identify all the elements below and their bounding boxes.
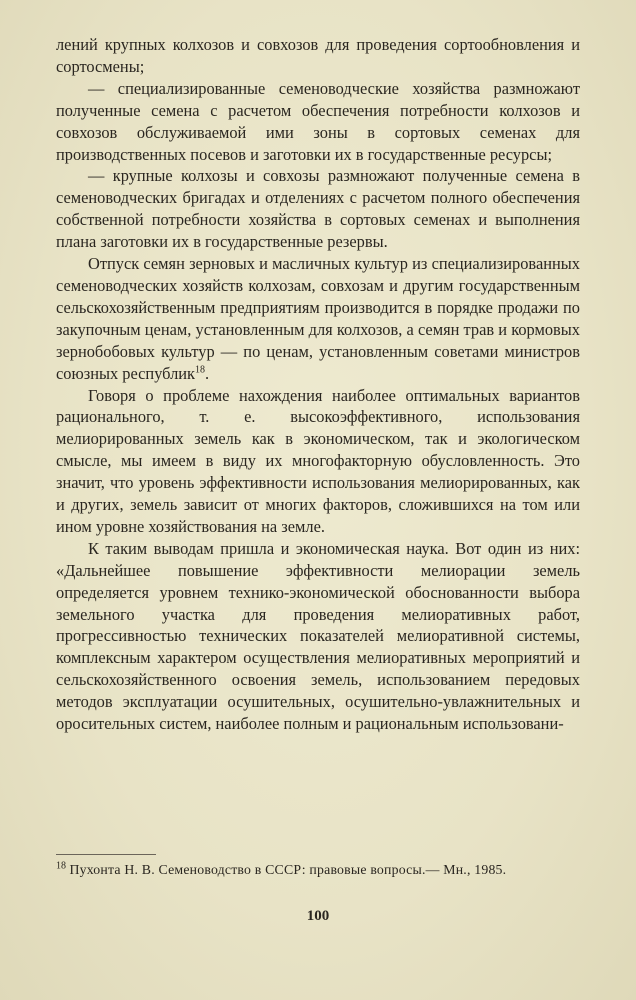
page-number: 100	[306, 908, 330, 924]
footnote	[56, 861, 580, 879]
paragraph: — специализированные семеноводческие хозяйства размножают полученные семена с расчетом обеспечения потребности колхозов и совхозов обслуживаемой ими зоны в сортовых семенах для производственных посевов и заготовки их в государственные ресурсы;	[56, 78, 580, 164]
paragraph: Говоря о проблеме нахождения наиболее оптимальных вариантов рационального, т. е. высокоэффективного, использования мелиорированных земель как в экономическом, так и экологическом смысле, мы имеем в виду их многофакторную обусловленность. Это значит, что уровень эффективности использования мелиорированных, как и других, земель зависит от многих факторов, сложившихся на том или ином уровне хозяйствования на земле.	[56, 385, 580, 536]
footnote-divider	[56, 854, 156, 855]
paragraph: К таким выводам пришла и экономическая наука. Вот один из них: «Дальнейшее повышение эффективности мелиорации земель определяется уровнем технико-экономической обоснованности выбора земельного участка для проведения мелиоративных работ, прогрессивностью технических показателей мелиоративной системы, комплексным характером осуществления мелиоративных мероприятий и сельскохозяйственного освоения земель, использованием передовых методов эксплуатации осушительных, осушительно-увлажнительных и оросительных систем, наиболее полным и рациональным использовани-	[56, 538, 580, 734]
paragraph-text: Отпуск семян зерновых и масличных культур из специализированных семеноводческих хозяйств колхозам, совхозам и другим государственным сельскохозяйственным предприятиям производится в порядке продажи по закупочным ценам, установленным для колхозов, а семян трав и кормовых зернобобовых культур — по ценам, установленным советами министров союзных республик	[56, 254, 580, 383]
footnote-text: Пухонта Н. В. Семеноводство в СССР: правовые вопросы.— Мн., 1985.	[69, 862, 507, 877]
body-text	[56, 34, 580, 735]
paragraph: лений крупных колхозов и совхозов для проведения сортообновления и сортосмены;	[56, 35, 580, 76]
footnote-reference: 18	[195, 364, 206, 376]
paragraph: Отпуск семян зерновых и масличных культур из специализированных семеноводческих хозяйств колхозам, совхозам и другим государственным сельскохозяйственным предприятиям производится в порядке продажи по закупочным ценам, установленным для колхозов, а семян трав и кормовых зернобобовых культур — по ценам, установленным советами министров союзных республик$^{18}$.	[56, 254, 580, 383]
footnote-marker: 18	[56, 860, 66, 872]
paragraph: — крупные колхозы и совхозы размножают полученные семена в семеноводческих бригадах и отделениях с расчетом полного обеспечения собственной потребности хозяйства в сортовых семенах и выполнения плана заготовки их в государственные резервы.	[56, 166, 580, 252]
